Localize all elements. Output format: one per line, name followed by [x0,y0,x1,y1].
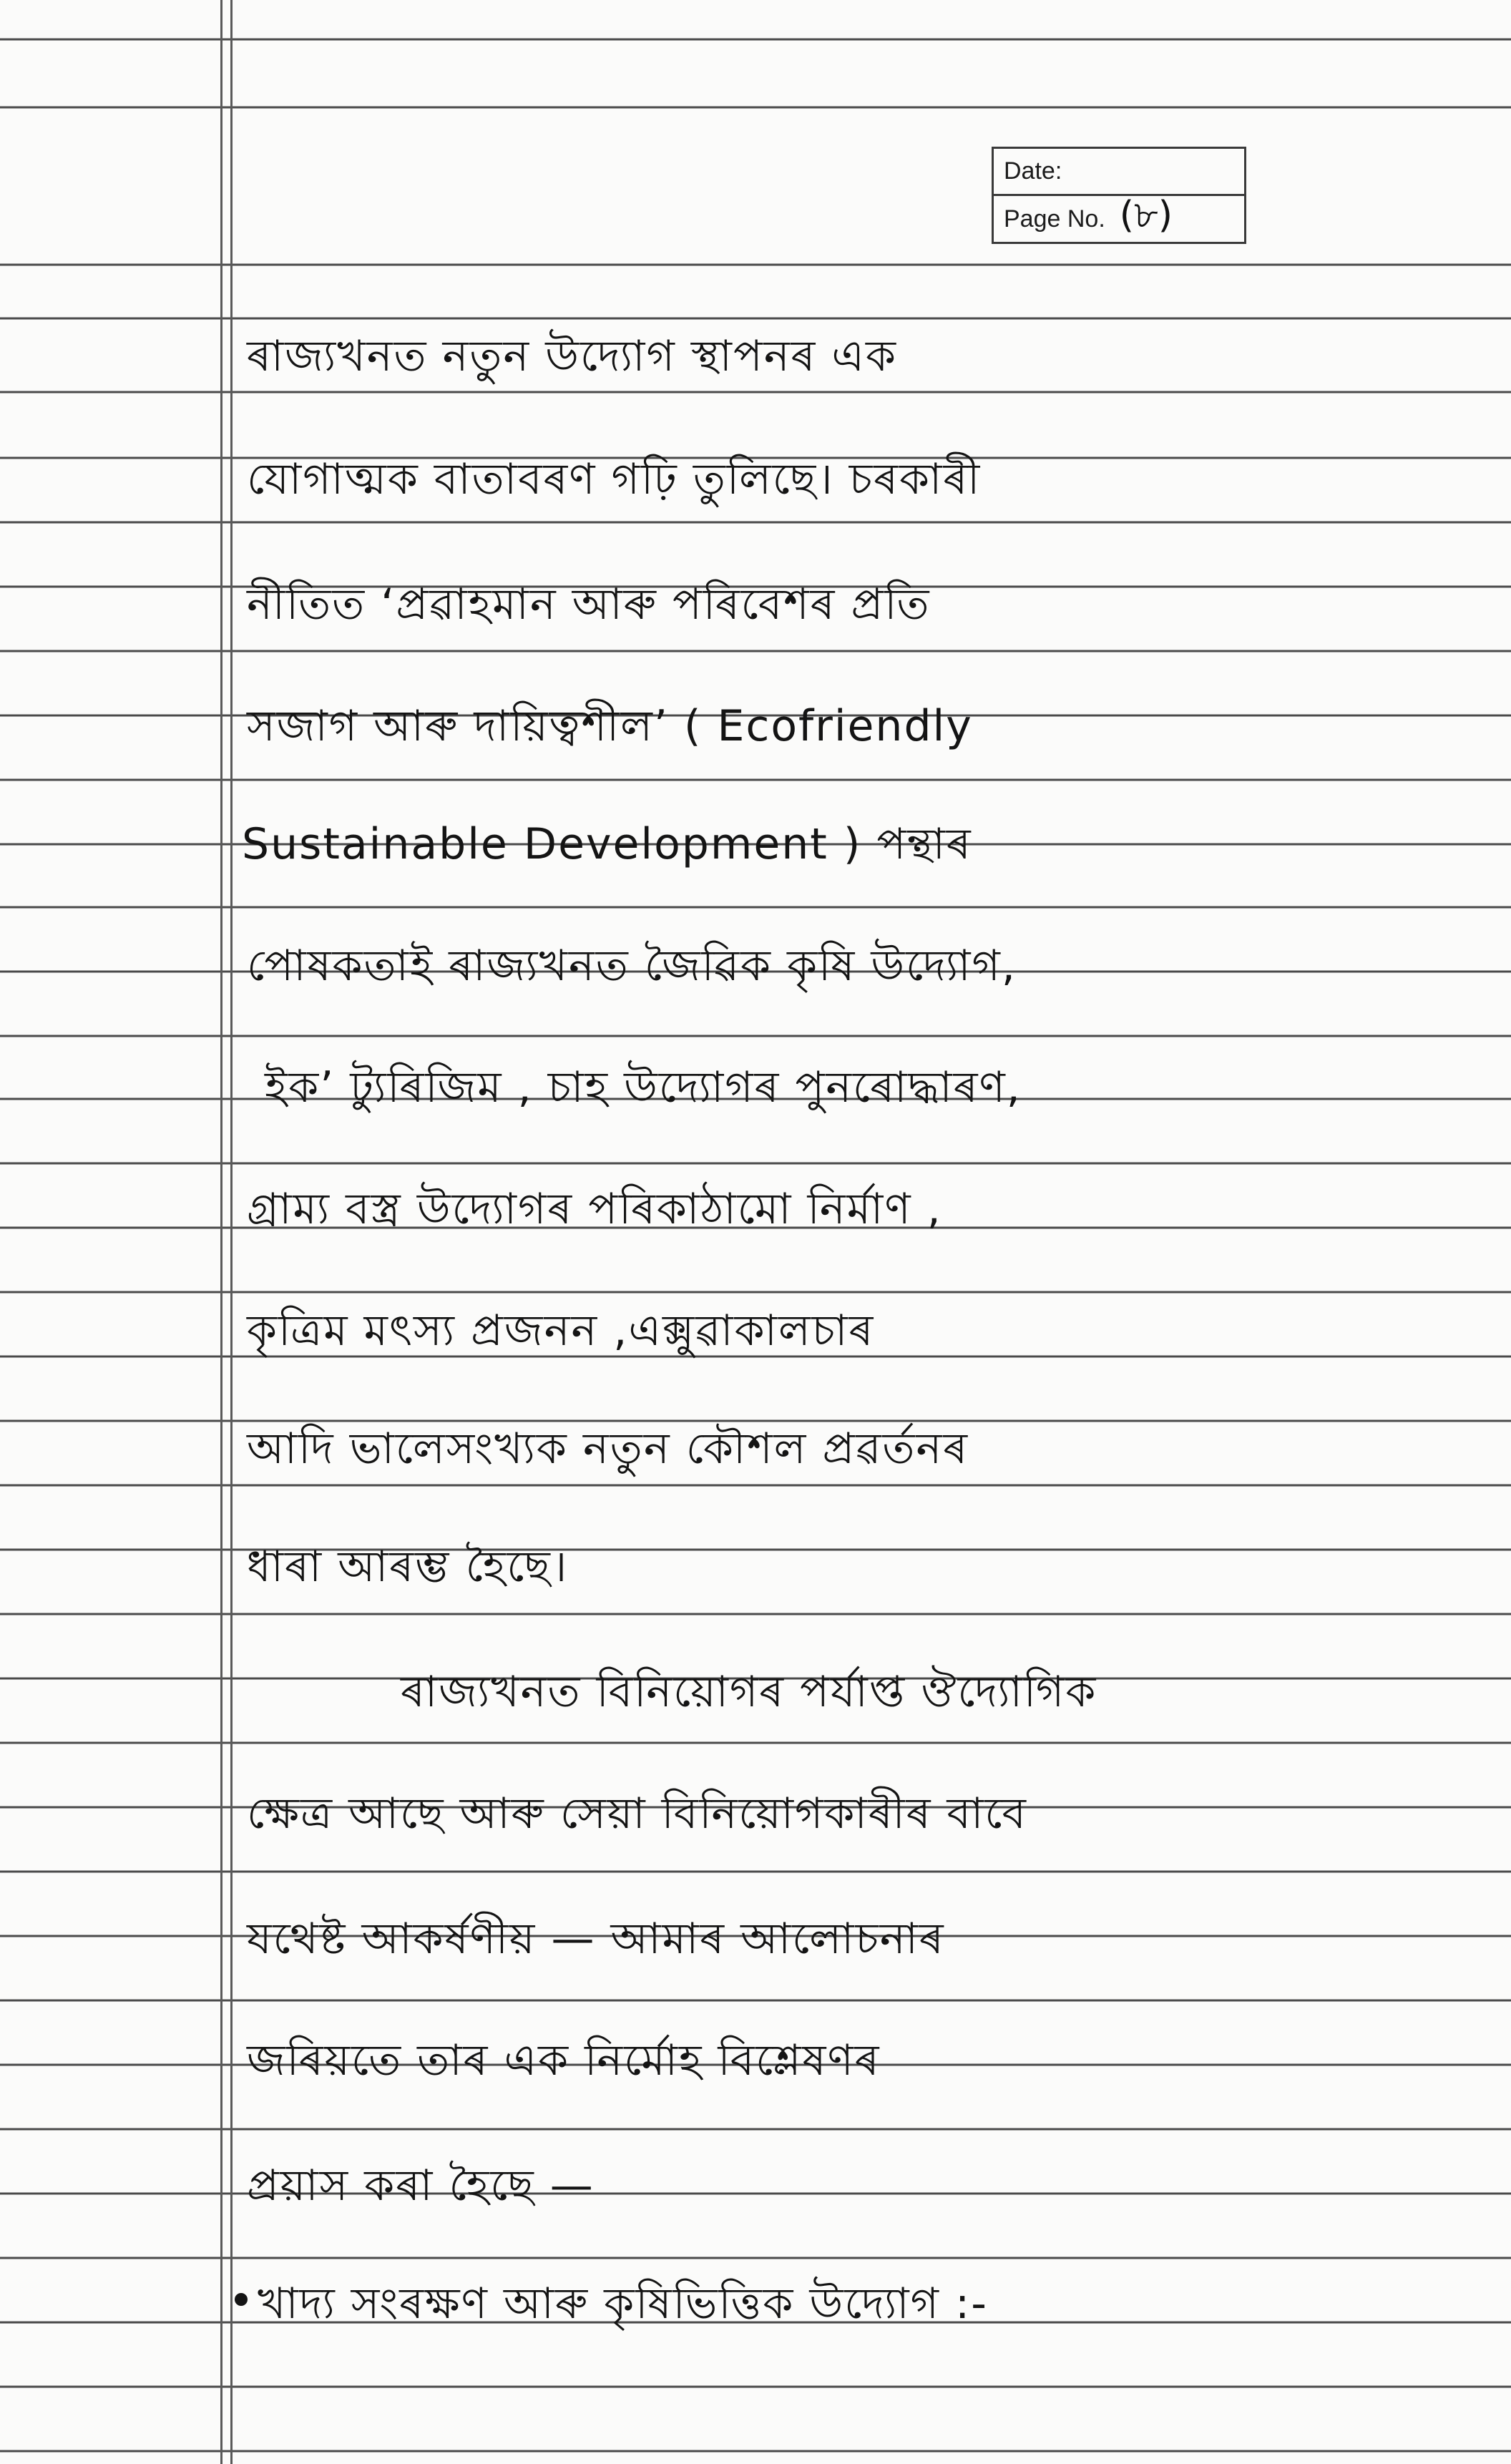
text-line: ৰাজ্যখনত নতুন উদ্যোগ স্থাপনৰ এক [247,331,897,381]
page-number-label: Page No. [1004,205,1105,233]
text-line: Sustainable Development ) পন্থাৰ [242,819,972,869]
text-line: সজাগ আৰু দায়িত্বশীল’ ( Ecofriendly [247,701,973,751]
text-line: যোগাত্মক বাতাবৰণ গঢ়ি তুলিছে। চৰকাৰী [247,454,982,504]
text-line: জৰিয়তে তাৰ এক নিৰ্মোহ বিশ্লেষণৰ [247,2035,881,2086]
text-line: গ্ৰাম্য বস্ত্ৰ উদ্যোগৰ পৰিকাঠামো নিৰ্মাণ , [247,1184,942,1234]
page-number-value: (৮) [1119,193,1173,237]
text-line: আদি ভালেসংখ্যক নতুন কৌশল প্ৰৱৰ্তনৰ [247,1424,969,1474]
date-label: Date: [1004,157,1062,185]
page-number-row [994,193,1244,242]
margin-line-inner [230,0,233,2464]
text-line: ক্ষেত্ৰ আছে আৰু সেয়া বিনিয়োগকাৰীৰ বাবে [247,1789,1027,1839]
text-line: ইক’ ট্যুৰিজিম , চাহ উদ্যোগৰ পুনৰোদ্ধাৰণ, [265,1062,1022,1113]
text-line: নীতিত ‘প্ৰৱাহমান আৰু পৰিবেশৰ প্ৰতি [247,580,931,630]
margin-line-outer [220,0,223,2464]
text-line: পোষকতাই ৰাজ্যখনত জৈৱিক কৃষি উদ্যোগ, [247,941,1017,991]
text-line: ধাৰা আৰম্ভ হৈছে। [247,1542,569,1592]
bullet-point [235,2293,248,2306]
text-line: ৰাজ্যখনত বিনিয়োগৰ পৰ্যাপ্ত ঔদ্যোগিক [401,1667,1097,1717]
text-line: যথেষ্ট আকৰ্ষণীয় — আমাৰ আলোচনাৰ [247,1914,945,1964]
text-line: কৃত্ৰিম মৎস্য প্ৰজনন ,এক্সুৱাকালচাৰ [247,1306,875,1356]
date-page-box [992,147,1246,244]
bullet-heading: খাদ্য সংৰক্ষণ আৰু কৃষিভিত্তিক উদ্যোগ :- [258,2279,988,2329]
text-line: প্ৰয়াস কৰা হৈছে — [247,2161,595,2211]
